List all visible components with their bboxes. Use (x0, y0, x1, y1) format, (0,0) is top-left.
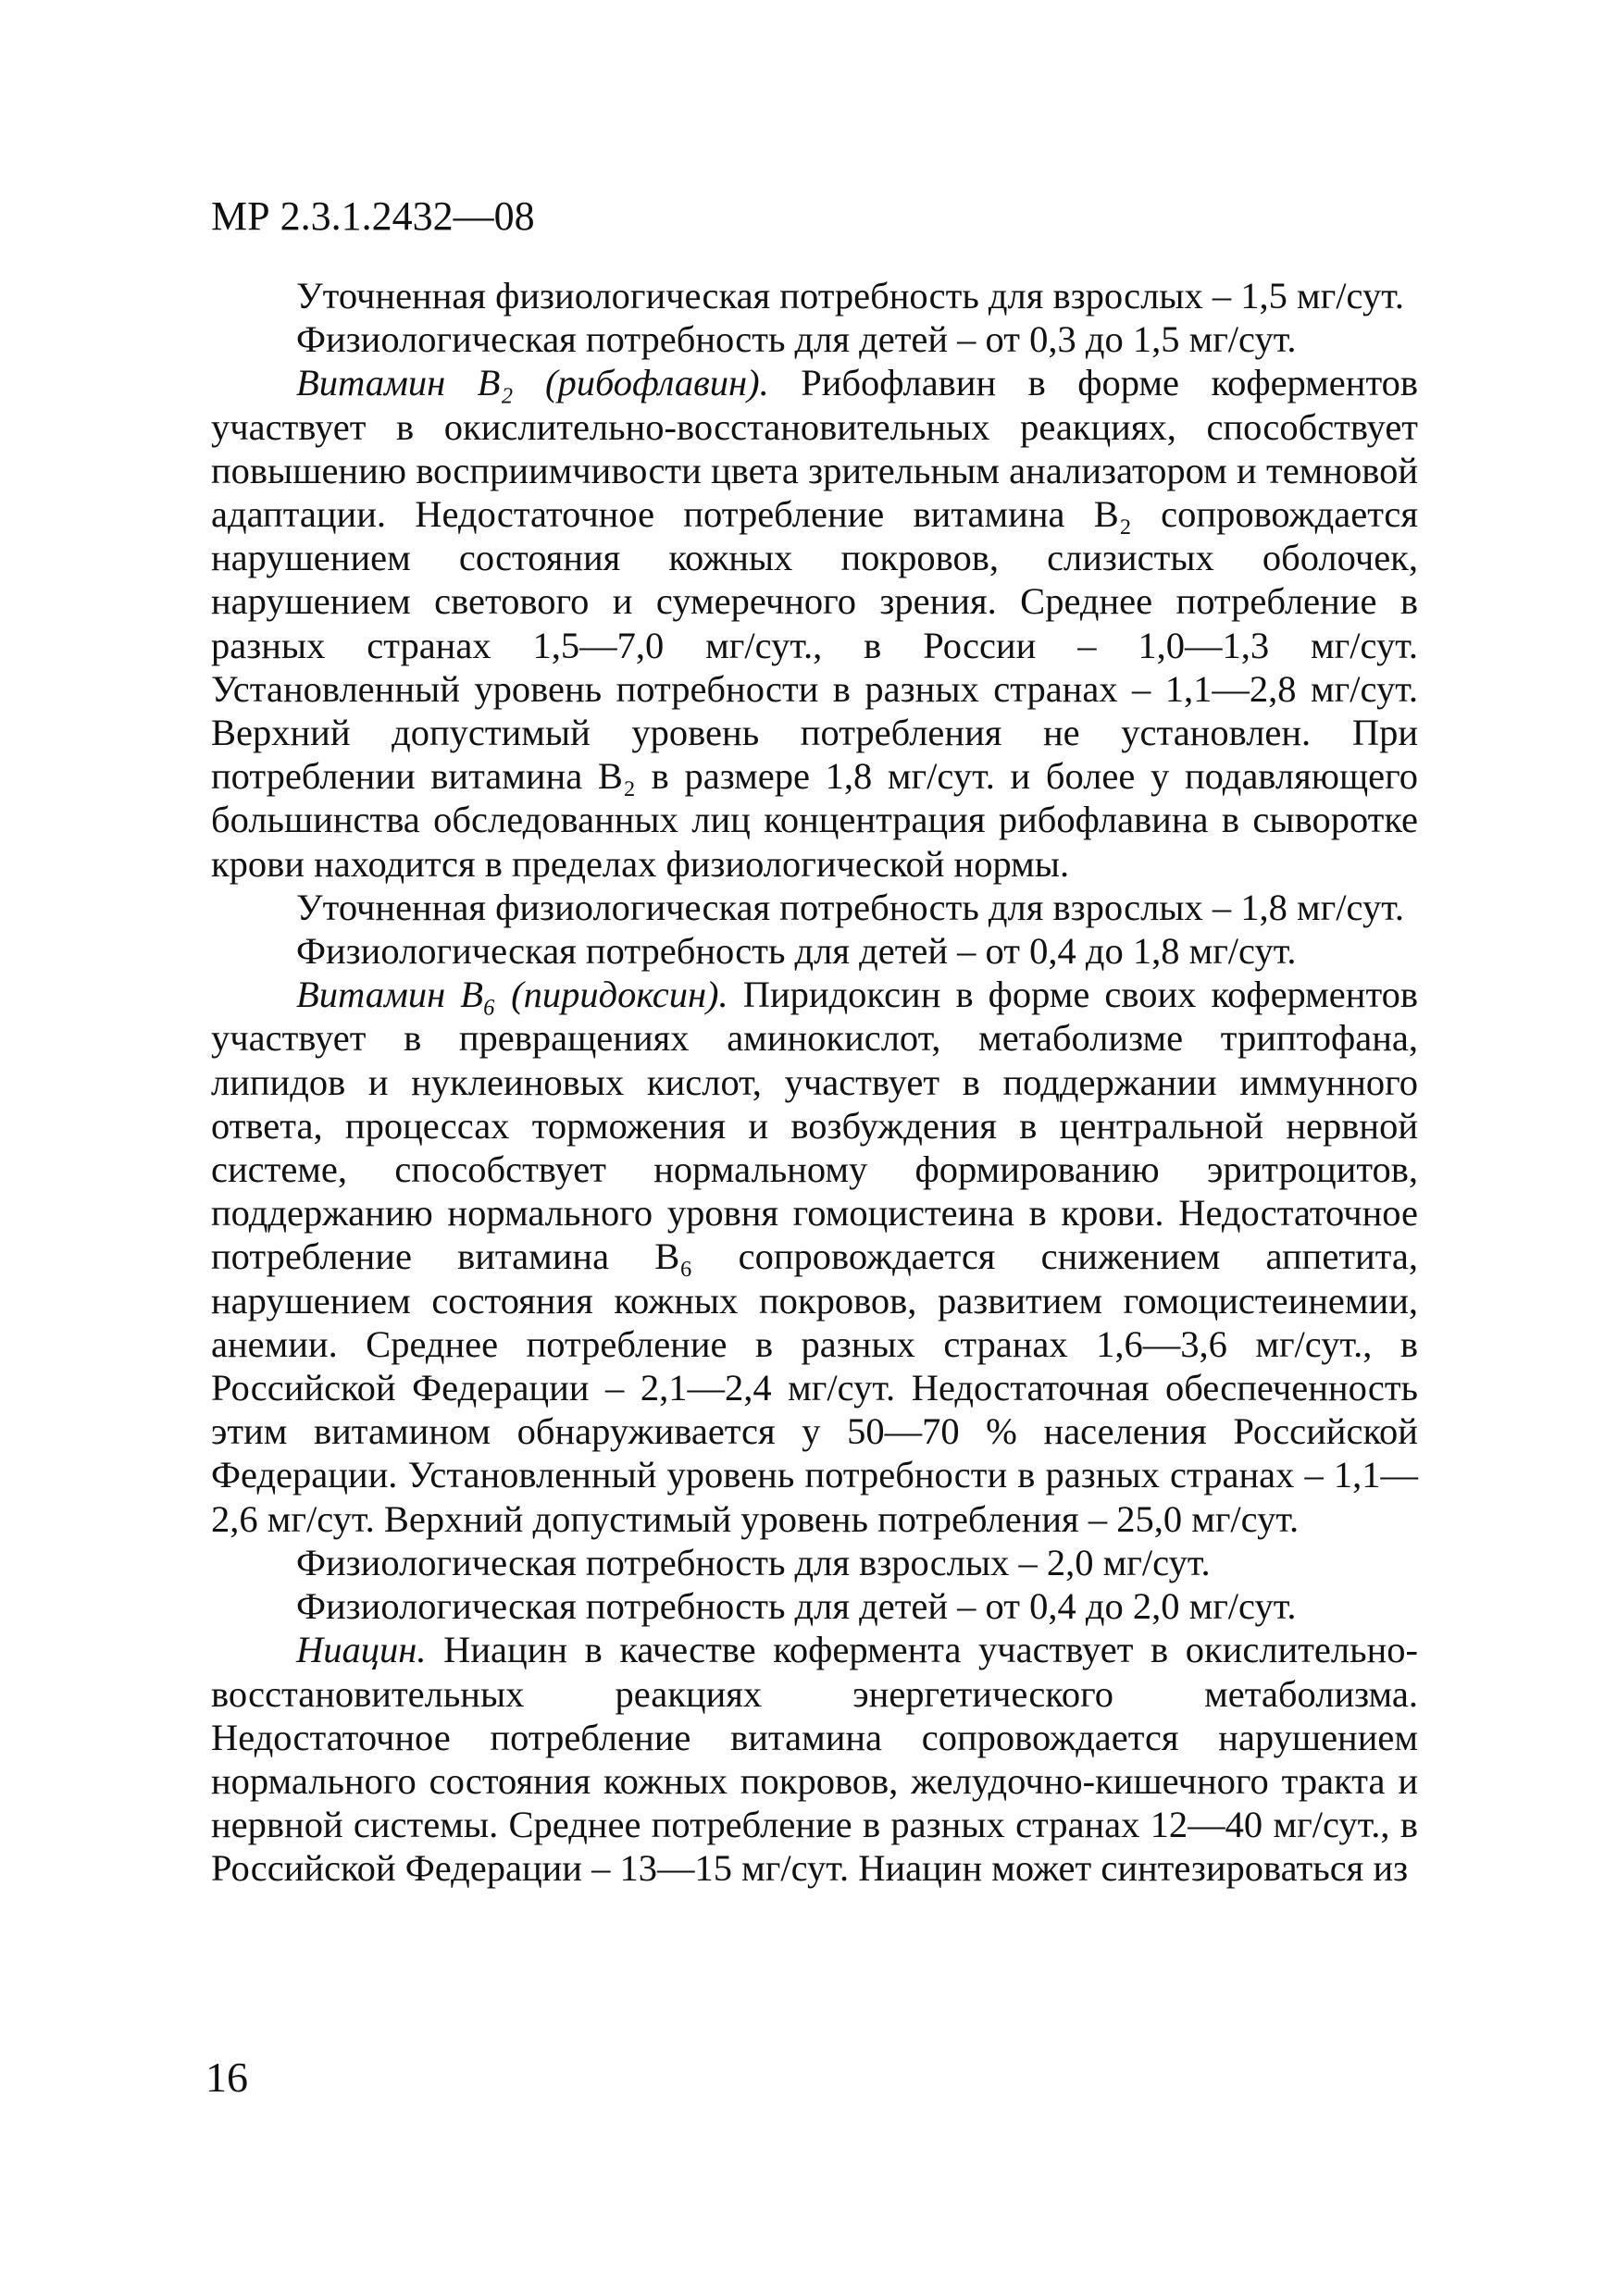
paragraph-text: Физиологическая потребность для детей – от 0,3 до 1,5 мг/сут. (296, 318, 1297, 361)
paragraph-text: Физиологическая потребность для взрослых – 2,0 мг/сут. (296, 1541, 1211, 1583)
paragraph (211, 929, 1418, 973)
paragraph-text: Уточненная физиологическая потребность для взрослых – 1,5 мг/сут. (296, 275, 1404, 316)
paragraph (211, 1584, 1418, 1628)
paragraph (211, 886, 1418, 929)
page-number: 16 (205, 2054, 248, 2101)
paragraph-text: Рибофлавин в форме коферментов участвует в окислительно-восстановительных реакциях, способствует повышению восприимчивости цвета зрительным анализатором и темновой адаптации. Недостаточное потребление витамина B₂ сопровождается нарушением состояния кожных покровов, слизистых оболочек, нарушением светового и сумеречного зрения. Среднее потребление в разных странах 1,5—7,0 мг/сут., в России – 1,0—1,3 мг/сут. Установленный уровень потребности в разных странах – 1,1—2,8 мг/сут. Верхний допустимый уровень потребления не установлен. При потреблении витамина B₂ в размере 1,8 мг/сут. и более у подавляющего большинства обследованных лиц концентрация рибофлавина в сыворотке крови находится в пределах физиологической нормы. (211, 362, 1418, 885)
paragraph (211, 1541, 1418, 1584)
paragraph-lead: Витамин B₂ (рибофлавин). (296, 362, 769, 404)
paragraph-text: Физиологическая потребность для детей – от 0,4 до 2,0 мг/сут. (296, 1585, 1297, 1628)
paragraph-text: Уточненная физиологическая потребность для взрослых – 1,8 мг/сут. (296, 886, 1404, 928)
paragraph-vitamin-b2 (211, 361, 1418, 885)
body-text (211, 274, 1418, 1891)
paragraph-lead: Витамин B₆ (пиридоксин). (296, 974, 728, 1016)
paragraph-text: Ниацин в качестве кофермента участвует в окислительно-восстановительных реакциях энергетического метаболизма. Недостаточное потребление витамина сопровождается нарушением нормального состояния кожных покровов, желудочно-кишечного тракта и нервной системы. Среднее потребление в разных странах 12—40 мг/сут., в Российской Федерации – 13—15 мг/сут. Ниацин может синтезироваться из (211, 1629, 1418, 1890)
paragraph-text: Физиологическая потребность для детей – от 0,4 до 1,8 мг/сут. (296, 930, 1297, 973)
paragraph-text: Пиридоксин в форме своих коферментов участвует в превращениях аминокислот, метаболизме триптофана, липидов и нуклеиновых кислот, участвует в поддержании иммунного ответа, процессах торможения и возбуждения в центральной нервной системе, способствует нормальному формированию эритроцитов, поддержанию нормального уровня гомоцистеина в крови. Недостаточное потребление витамина B₆ сопровождается снижением аппетита, нарушением состояния кожных покровов, развитием гомоцистеинемии, анемии. Среднее потребление в разных странах 1,6—3,6 мг/сут., в Российской Федерации – 2,1—2,4 мг/сут. Недостаточная обеспеченность этим витамином обнаруживается у 50—70 % населения Российской Федерации. Установленный уровень потребности в разных странах – 1,1—2,6 мг/сут. Верхний допустимый уровень потребления – 25,0 мг/сут. (211, 974, 1418, 1540)
paragraph-vitamin-b6 (211, 973, 1418, 1541)
document-code-header: МР 2.3.1.2432—08 (211, 193, 535, 239)
paragraph (211, 317, 1418, 361)
paragraph-lead: Ниацин. (296, 1629, 427, 1671)
paragraph (211, 274, 1418, 317)
paragraph-niacin (211, 1628, 1418, 1890)
